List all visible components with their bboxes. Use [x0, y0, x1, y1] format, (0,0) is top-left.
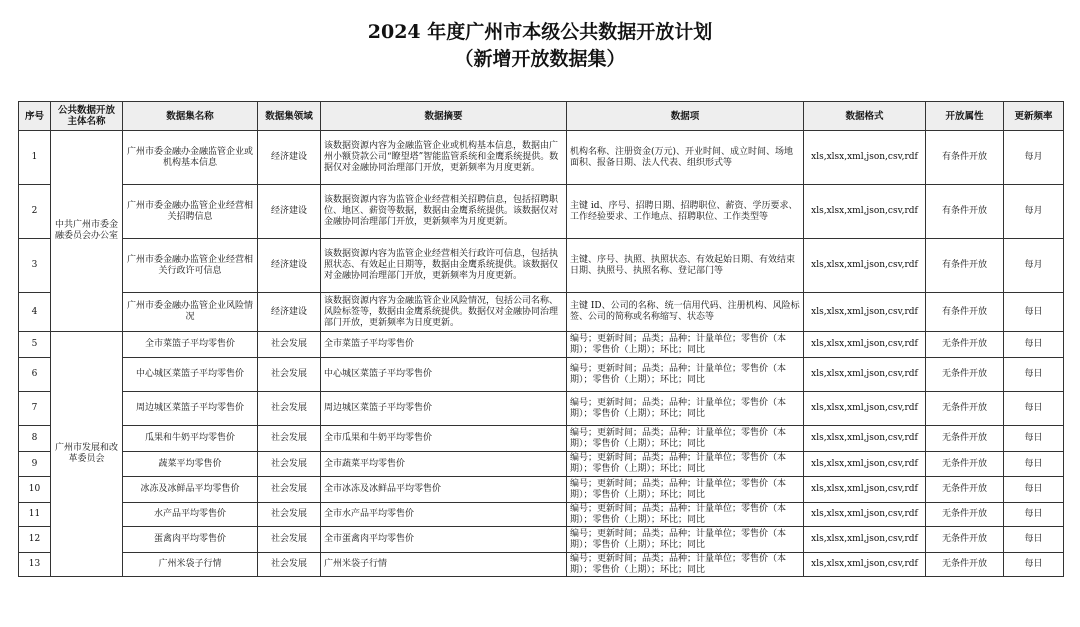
dataset-name: 广州市委金融办监管企业风险情况: [123, 293, 258, 332]
update-frequency: 每日: [1004, 392, 1064, 426]
open-attribute: 无条件开放: [926, 358, 1004, 392]
open-attribute: 有条件开放: [926, 293, 1004, 332]
dataset-summary: 该数据资源内容为金融监管企业或机构基本信息，数据由广州小额贷款公司“瞭望塔”智能监管系统和金鹰系统提供。数据仅对金融协同治理部门开放，更新频率为月度更新。: [321, 131, 567, 185]
dataset-summary: 广州米袋子行情: [321, 553, 567, 577]
dataset-format: xls,xlsx,xml,json,csv,rdf: [804, 392, 926, 426]
dataset-domain: 社会发展: [258, 503, 321, 527]
dataset-name: 中心城区菜篮子平均零售价: [123, 358, 258, 392]
dataset-name: 水产品平均零售价: [123, 503, 258, 527]
dataset-name: 冰冻及冰鲜品平均零售价: [123, 477, 258, 503]
update-frequency: 每日: [1004, 477, 1064, 503]
dataset-domain: 社会发展: [258, 553, 321, 577]
dataset-format: xls,xlsx,xml,json,csv,rdf: [804, 426, 926, 452]
agency-name: 中共广州市委金融委员会办公室: [51, 131, 123, 332]
update-frequency: 每日: [1004, 358, 1064, 392]
dataset-summary: 该数据资源内容为金融监管企业风险情况，包括公司名称、风险标签等，数据由金鹰系统提供。数据仅对金融协同治理部门开放，更新频率为日度更新。: [321, 293, 567, 332]
dataset-format: xls,xlsx,xml,json,csv,rdf: [804, 358, 926, 392]
dataset-domain: 社会发展: [258, 452, 321, 477]
row-number: 1: [19, 131, 51, 185]
open-attribute: 无条件开放: [926, 477, 1004, 503]
row-number: 10: [19, 477, 51, 503]
dataset-name: 广州米袋子行情: [123, 553, 258, 577]
dataset-items: 主键、序号、执照、执照状态、有效起始日期、有效结束日期、执照号、执照名称、登记部门等: [567, 239, 804, 293]
header-cell: 公共数据开放主体名称: [51, 102, 123, 131]
open-attribute: 无条件开放: [926, 452, 1004, 477]
dataset-items: 编号；更新时间；品类；品种；计量单位；零售价（本期）；零售价（上期）；环比；同比: [567, 426, 804, 452]
dataset-domain: 社会发展: [258, 332, 321, 358]
row-number: 6: [19, 358, 51, 392]
update-frequency: 每月: [1004, 131, 1064, 185]
table-row: [19, 392, 1064, 426]
row-number: 3: [19, 239, 51, 293]
agency-name: 广州市发展和改革委员会: [51, 332, 123, 577]
dataset-summary: 周边城区菜篮子平均零售价: [321, 392, 567, 426]
document-subtitle: （新增开放数据集）: [454, 48, 626, 70]
dataset-summary: 全市瓜果和牛奶平均零售价: [321, 426, 567, 452]
dataset-items: 编号；更新时间；品类；品种；计量单位；零售价（本期）；零售价（上期）；环比；同比: [567, 503, 804, 527]
dataset-summary: 该数据资源内容为监管企业经营相关招聘信息，包括招聘职位、地区、薪资等数据，数据由金鹰系统提供。该数据仅对金融协同治理部门开放，更新频率为月度更新。: [321, 185, 567, 239]
dataset-name: 周边城区菜篮子平均零售价: [123, 392, 258, 426]
update-frequency: 每日: [1004, 503, 1064, 527]
dataset-domain: 社会发展: [258, 392, 321, 426]
row-number: 5: [19, 332, 51, 358]
header-cell: 序号: [19, 102, 51, 131]
document-title: 2024 年度广州市本级公共数据开放计划: [367, 21, 713, 43]
update-frequency: 每月: [1004, 239, 1064, 293]
dataset-name: 蔬菜平均零售价: [123, 452, 258, 477]
dataset-domain: 社会发展: [258, 527, 321, 553]
dataset-format: xls,xlsx,xml,json,csv,rdf: [804, 131, 926, 185]
dataset-items: 主键 ID、公司的名称、统一信用代码、注册机构、风险标签、公司的简称或名称缩写、状态等: [567, 293, 804, 332]
dataset-items: 编号；更新时间；品类；品种；计量单位；零售价（本期）；零售价（上期）；环比；同比: [567, 392, 804, 426]
update-frequency: 每日: [1004, 452, 1064, 477]
dataset-summary: 全市蔬菜平均零售价: [321, 452, 567, 477]
dataset-name: 广州市委金融办监管企业经营相关行政许可信息: [123, 239, 258, 293]
update-frequency: 每日: [1004, 426, 1064, 452]
header-cell: 数据摘要: [321, 102, 567, 131]
open-attribute: 有条件开放: [926, 239, 1004, 293]
dataset-format: xls,xlsx,xml,json,csv,rdf: [804, 185, 926, 239]
table-row: [19, 185, 1064, 239]
row-number: 8: [19, 426, 51, 452]
dataset-summary: 全市菜篮子平均零售价: [321, 332, 567, 358]
dataset-summary: 中心城区菜篮子平均零售价: [321, 358, 567, 392]
dataset-domain: 经济建设: [258, 239, 321, 293]
dataset-summary: 该数据资源内容为监管企业经营相关行政许可信息，包括执照状态、有效起止日期等，数据由金鹰系统提供。该数据仅对金融协同治理部门开放，更新频率为月度更新。: [321, 239, 567, 293]
update-frequency: 每日: [1004, 332, 1064, 358]
open-attribute: 无条件开放: [926, 332, 1004, 358]
dataset-items: 编号；更新时间；品类；品种；计量单位；零售价（本期）；零售价（上期）；环比；同比: [567, 332, 804, 358]
update-frequency: 每日: [1004, 293, 1064, 332]
table-row: [19, 527, 1064, 553]
table-row: [19, 358, 1064, 392]
dataset-summary: 全市冰冻及冰鲜品平均零售价: [321, 477, 567, 503]
dataset-format: xls,xlsx,xml,json,csv,rdf: [804, 332, 926, 358]
row-number: 7: [19, 392, 51, 426]
dataset-name: 蛋禽肉平均零售价: [123, 527, 258, 553]
dataset-name: 广州市委金融办金融监管企业或机构基本信息: [123, 131, 258, 185]
dataset-name: 全市菜篮子平均零售价: [123, 332, 258, 358]
dataset-items: 编号；更新时间；品类；品种；计量单位；零售价（本期）；零售价（上期）；环比；同比: [567, 477, 804, 503]
dataset-items: 主键 id、序号、招聘日期、招聘职位、薪资、学历要求、工作经验要求、工作地点、招聘职位、工作类型等: [567, 185, 804, 239]
dataset-items: 编号；更新时间；品类；品种；计量单位；零售价（本期）；零售价（上期）；环比；同比: [567, 452, 804, 477]
update-frequency: 每月: [1004, 185, 1064, 239]
dataset-items: 编号；更新时间；品类；品种；计量单位；零售价（本期）；零售价（上期）；环比；同比: [567, 553, 804, 577]
header-cell: 更新频率: [1004, 102, 1064, 131]
header-cell: 开放属性: [926, 102, 1004, 131]
dataset-domain: 社会发展: [258, 358, 321, 392]
dataset-format: xls,xlsx,xml,json,csv,rdf: [804, 293, 926, 332]
dataset-format: xls,xlsx,xml,json,csv,rdf: [804, 239, 926, 293]
open-attribute: 无条件开放: [926, 527, 1004, 553]
table-row: [19, 426, 1064, 452]
update-frequency: 每日: [1004, 553, 1064, 577]
table-row: [19, 553, 1064, 577]
row-number: 13: [19, 553, 51, 577]
table-row: [19, 332, 1064, 358]
update-frequency: 每日: [1004, 527, 1064, 553]
dataset-summary: 全市水产品平均零售价: [321, 503, 567, 527]
dataset-format: xls,xlsx,xml,json,csv,rdf: [804, 553, 926, 577]
table-row: [19, 239, 1064, 293]
header-cell: 数据集名称: [123, 102, 258, 131]
header-cell: 数据格式: [804, 102, 926, 131]
dataset-domain: 经济建设: [258, 293, 321, 332]
dataset-items: 机构名称、注册资金(万元)、开业时间、成立时间、场地面积、报备日期、法人代表、组织形式等: [567, 131, 804, 185]
dataset-summary: 全市蛋禽肉平均零售价: [321, 527, 567, 553]
dataset-name: 瓜果和牛奶平均零售价: [123, 426, 258, 452]
dataset-format: xls,xlsx,xml,json,csv,rdf: [804, 452, 926, 477]
dataset-domain: 社会发展: [258, 477, 321, 503]
open-attribute: 有条件开放: [926, 185, 1004, 239]
open-attribute: 无条件开放: [926, 503, 1004, 527]
row-number: 12: [19, 527, 51, 553]
table-row: [19, 131, 1064, 185]
dataset-domain: 经济建设: [258, 185, 321, 239]
dataset-format: xls,xlsx,xml,json,csv,rdf: [804, 503, 926, 527]
table-row: [19, 503, 1064, 527]
dataset-name: 广州市委金融办监管企业经营相关招聘信息: [123, 185, 258, 239]
dataset-items: 编号；更新时间；品类；品种；计量单位；零售价（本期）；零售价（上期）；环比；同比: [567, 527, 804, 553]
header-cell: 数据项: [567, 102, 804, 131]
open-attribute: 有条件开放: [926, 131, 1004, 185]
dataset-format: xls,xlsx,xml,json,csv,rdf: [804, 477, 926, 503]
header-cell: 数据集领域: [258, 102, 321, 131]
dataset-format: xls,xlsx,xml,json,csv,rdf: [804, 527, 926, 553]
open-attribute: 无条件开放: [926, 553, 1004, 577]
table-row: [19, 477, 1064, 503]
table-row: [19, 293, 1064, 332]
row-number: 9: [19, 452, 51, 477]
dataset-domain: 经济建设: [258, 131, 321, 185]
table-header-row: [19, 102, 1064, 131]
open-attribute: 无条件开放: [926, 392, 1004, 426]
row-number: 4: [19, 293, 51, 332]
open-attribute: 无条件开放: [926, 426, 1004, 452]
table-row: [19, 452, 1064, 477]
row-number: 11: [19, 503, 51, 527]
data-plan-table: [18, 101, 1064, 577]
dataset-domain: 社会发展: [258, 426, 321, 452]
row-number: 2: [19, 185, 51, 239]
dataset-items: 编号；更新时间；品类；品种；计量单位；零售价（本期）；零售价（上期）；环比；同比: [567, 358, 804, 392]
